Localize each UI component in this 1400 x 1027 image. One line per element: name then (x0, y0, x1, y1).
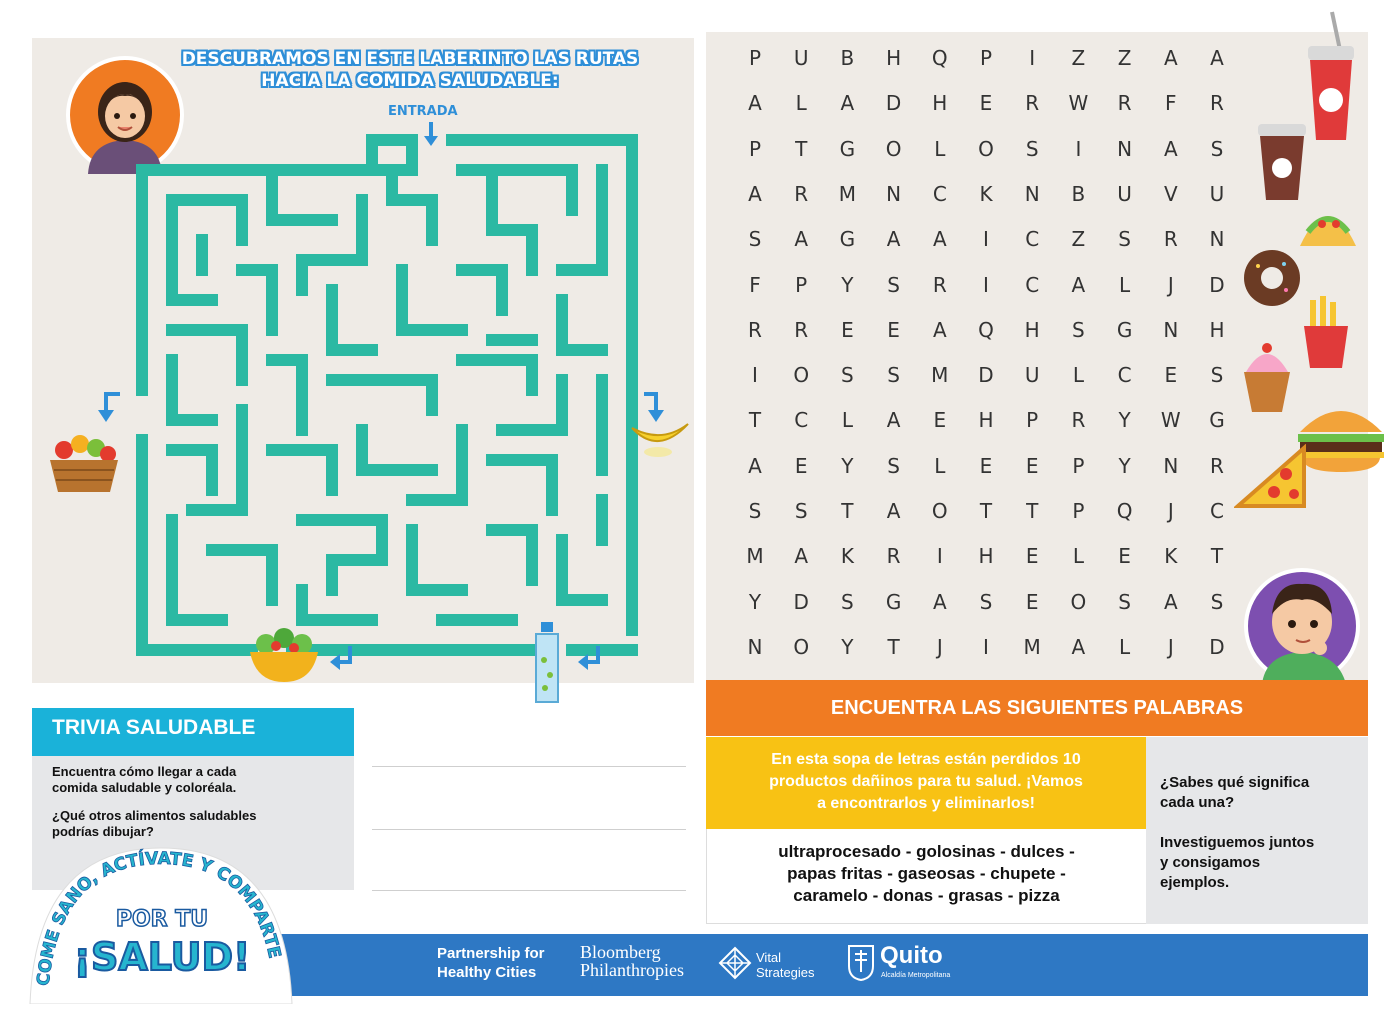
word-search-letter[interactable]: N (1163, 453, 1179, 478)
word-search-letter[interactable]: E (1164, 363, 1178, 388)
word-search-letter[interactable]: I (983, 272, 989, 297)
badge-line1: POR TU (115, 907, 209, 932)
word-search-letter[interactable]: Y (841, 272, 854, 297)
burger-icon (1294, 396, 1388, 480)
word-search-letter[interactable]: D (793, 589, 809, 614)
word-search-letter[interactable]: S (1072, 317, 1085, 342)
word-search-letter[interactable]: C (1210, 499, 1224, 523)
word-search-letter[interactable]: S (841, 589, 854, 614)
word-search-letter[interactable]: U (1209, 181, 1225, 206)
bowl-arrow-icon (328, 644, 356, 678)
word-search-letter[interactable]: S (1210, 363, 1224, 388)
word-search-letter[interactable]: R (1071, 408, 1086, 433)
word-search-letter[interactable]: P (748, 46, 762, 70)
word-search-letter[interactable]: U (1024, 363, 1040, 388)
word-search-letter[interactable]: H (978, 408, 994, 433)
word-search-letter[interactable]: S (1118, 227, 1131, 252)
word-search-letter[interactable]: S (748, 227, 762, 252)
word-search-letter[interactable]: T (887, 634, 900, 659)
word-search-letter[interactable]: T (841, 499, 854, 523)
word-search-letter[interactable]: S (887, 453, 900, 478)
suggestion-line: ejemplos. (1160, 874, 1230, 891)
word-search-letter[interactable]: R (932, 272, 947, 297)
word-search-letter[interactable]: F (749, 272, 761, 297)
question-line: ¿Sabes qué significa (1160, 774, 1310, 791)
word-search-letter[interactable]: A (886, 408, 901, 433)
word-search-letter[interactable]: P (748, 136, 762, 161)
water-bottle-icon (530, 620, 564, 710)
word-search-letter[interactable]: S (748, 499, 762, 523)
word-search-letter[interactable]: W (1068, 91, 1089, 116)
word-search-letter[interactable]: G (839, 227, 856, 252)
word-search-letter[interactable]: R (1163, 227, 1178, 252)
word-search-letter[interactable]: J (1167, 272, 1174, 297)
word-search-letter[interactable]: I (1029, 46, 1036, 70)
word-list-line: papas fritas - gaseosas - chupete - (787, 864, 1066, 883)
word-search-letter[interactable]: S (887, 363, 900, 388)
maze-title-text: DESCUBRAMOS EN ESTE LABERINTO LAS RUTAS HACIA LA COMIDA SALUDABLE: (181, 49, 639, 91)
vital-line: Strategies (756, 965, 815, 980)
word-search-letter[interactable]: B (1071, 181, 1086, 206)
word-search-letter[interactable]: A (794, 227, 809, 252)
word-search-letter[interactable]: K (1164, 544, 1178, 569)
word-search-letter[interactable]: A (1071, 272, 1086, 297)
maze-title (150, 48, 670, 92)
word-search-letter[interactable]: I (1075, 136, 1082, 161)
suggestion-line: y consigamos (1160, 854, 1261, 871)
maze[interactable] (132, 130, 642, 658)
word-search-letter[interactable]: D (978, 363, 994, 388)
word-search-letter[interactable]: O (793, 363, 810, 388)
word-search-letter[interactable]: Q (931, 46, 948, 70)
bloomberg-line: Bloomberg (580, 942, 661, 962)
word-search-letter[interactable]: C (932, 181, 947, 206)
word-search-letter[interactable]: H (932, 91, 948, 116)
word-search-letter[interactable]: A (748, 181, 762, 206)
word-search-letter[interactable]: E (841, 317, 854, 342)
word-search-letter[interactable]: M (746, 544, 764, 569)
word-list (706, 829, 1146, 924)
word-search-letter[interactable]: A (840, 91, 855, 116)
word-search-letter[interactable]: U (1117, 181, 1132, 206)
word-search-letter[interactable]: N (1024, 181, 1040, 206)
word-search-letter[interactable]: E (887, 317, 900, 342)
suggestion-line: Investiguemos juntos (1160, 834, 1315, 851)
badge-line2: ¡SALUD! (73, 935, 251, 979)
word-search-letter[interactable]: C (1025, 227, 1040, 252)
word-search-letter[interactable]: E (1025, 544, 1039, 569)
word-search-letter[interactable]: G (839, 136, 856, 161)
donut-icon (1240, 246, 1304, 314)
partnership-logo (437, 944, 545, 982)
vital-strategies-icon (718, 946, 752, 984)
word-search-letter[interactable]: E (979, 91, 993, 116)
word-search-letter[interactable]: S (794, 499, 808, 523)
word-search-letter[interactable]: Z (1071, 46, 1086, 70)
word-search-letter[interactable]: A (1071, 634, 1086, 659)
word-search-letter[interactable]: I (936, 544, 943, 569)
word-search-letter[interactable]: Y (1118, 408, 1131, 433)
fries-icon (1300, 296, 1352, 374)
word-search-letter[interactable]: M (931, 363, 949, 388)
question-box (1146, 737, 1368, 924)
word-search-letter[interactable]: K (840, 544, 854, 569)
word-search-letter[interactable]: O (1070, 589, 1087, 614)
cupcake-icon (1238, 336, 1296, 420)
word-search-letter[interactable]: A (932, 317, 947, 342)
find-words-intro (706, 737, 1146, 829)
word-search-letter[interactable]: R (794, 181, 809, 206)
word-search-letter[interactable]: H (1209, 317, 1225, 342)
word-search-letter[interactable]: S (887, 272, 900, 297)
word-search-letter[interactable]: L (795, 91, 807, 116)
bloomberg-line: Philanthropies (580, 960, 684, 980)
word-search-letter[interactable]: N (886, 181, 902, 206)
word-search-letter[interactable]: T (748, 408, 762, 433)
word-search-letter[interactable]: N (1163, 317, 1179, 342)
word-search-letter[interactable]: G (885, 589, 902, 614)
entrance-label: ENTRADA (388, 104, 458, 119)
word-search-letter[interactable]: S (1210, 136, 1224, 161)
word-search-letter[interactable]: N (747, 634, 763, 659)
word-search-letter[interactable]: A (1163, 589, 1178, 614)
word-search-letter[interactable]: F (1165, 91, 1177, 116)
word-search-letter[interactable]: R (748, 317, 762, 342)
word-search-letter[interactable]: M (1023, 634, 1041, 659)
find-words-header: ENCUENTRA LAS SIGUIENTES PALABRAS (706, 680, 1368, 736)
word-search-letter[interactable]: Q (1116, 499, 1133, 523)
word-search-letter[interactable]: K (979, 181, 993, 206)
word-search-letter[interactable]: T (1210, 544, 1224, 569)
word-search-letter[interactable]: A (748, 91, 762, 116)
word-search-letter[interactable]: R (1210, 91, 1224, 116)
word-search-letter[interactable]: E (933, 408, 947, 433)
intro-line: a encontrarlos y eliminarlos! (817, 795, 1035, 812)
vital-strategies-logo (756, 950, 815, 980)
fruit-basket-icon (44, 428, 124, 500)
word-search-letter[interactable]: C (1117, 363, 1132, 388)
partnership-line: Partnership for (437, 945, 545, 962)
word-search-letter[interactable]: Z (1117, 46, 1132, 70)
answer-line[interactable] (372, 766, 686, 767)
word-search-letter[interactable]: I (983, 227, 989, 252)
quito-subtitle: Alcaldía Metropolitana (881, 972, 951, 979)
word-search-letter[interactable]: H (1024, 317, 1040, 342)
word-search-letter[interactable]: E (979, 453, 993, 478)
word-search-letter[interactable]: A (1163, 136, 1178, 161)
taco-icon (1296, 196, 1360, 260)
boy-avatar (1236, 566, 1362, 684)
badge-arc-text: COME SANO, ACTÍVATE Y COMPARTE (33, 848, 285, 987)
word-search-letter[interactable]: P (1026, 408, 1039, 433)
word-search-letter[interactable]: R (1117, 91, 1132, 116)
word-search-letter[interactable]: Y (748, 589, 762, 614)
word-search-letter[interactable]: Q (978, 317, 994, 342)
quito-logo: Quito (880, 942, 943, 969)
coffee-cup-icon (1254, 120, 1310, 208)
word-search-letter[interactable]: N (1117, 136, 1133, 161)
word-search-letter[interactable]: H (978, 544, 994, 569)
trivia-line: podrías dibujar? (52, 824, 154, 839)
word-list-line: caramelo - donas - grasas - pizza (793, 886, 1060, 905)
word-search-letter[interactable]: G (1116, 317, 1133, 342)
answer-line[interactable] (372, 890, 686, 891)
intro-line: En esta sopa de letras están perdidos 10 (771, 751, 1081, 768)
word-search-letter[interactable]: J (1167, 634, 1174, 659)
word-search-letter[interactable]: O (978, 136, 994, 161)
right-arrow-icon (640, 390, 670, 428)
question-line: cada una? (1160, 794, 1235, 811)
word-search-letter[interactable]: E (1025, 453, 1039, 478)
word-search-letter[interactable]: E (1025, 589, 1039, 614)
word-search-letter[interactable]: O (885, 136, 902, 161)
word-search-letter[interactable]: I (983, 634, 989, 659)
bloomberg-logo (580, 943, 684, 979)
word-search-letter[interactable]: S (1025, 136, 1039, 161)
word-search-letter[interactable]: L (1072, 544, 1084, 569)
trivia-line: Encuentra cómo llegar a cada (52, 764, 237, 779)
word-search-letter[interactable]: C (1025, 272, 1040, 297)
word-search-letter[interactable]: T (979, 499, 993, 523)
word-search-letter[interactable]: A (794, 544, 809, 569)
quito-crest-icon (846, 942, 876, 986)
word-search-letter[interactable]: N (1209, 227, 1225, 252)
trivia-title: TRIVIA SALUDABLE (52, 716, 256, 739)
word-search-letter[interactable]: Y (1118, 453, 1131, 478)
trivia-line: ¿Qué otros alimentos saludables (52, 808, 257, 823)
word-search-letter[interactable]: L (934, 136, 946, 161)
bottle-arrow-icon (576, 644, 604, 678)
word-search-letter[interactable]: Y (841, 453, 854, 478)
word-search-letter[interactable]: P (795, 272, 808, 297)
word-search-letter[interactable]: T (1026, 499, 1039, 523)
word-search-letter[interactable]: S (979, 589, 993, 614)
word-search-letter[interactable]: O (931, 499, 948, 523)
word-search-letter[interactable]: A (748, 453, 762, 478)
word-search-letter[interactable]: P (1072, 499, 1085, 523)
word-search-letter[interactable]: P (1072, 453, 1085, 478)
word-search-letter[interactable]: J (1167, 499, 1174, 523)
trivia-line: comida saludable y coloréala. (52, 780, 237, 795)
word-search-letter[interactable]: R (794, 317, 809, 342)
word-search-letter[interactable]: W (1160, 408, 1181, 433)
word-search-letter[interactable]: H (886, 46, 902, 70)
word-search-letter[interactable]: A (1163, 46, 1178, 70)
partnership-line: Healthy Cities (437, 964, 537, 981)
word-search-letter[interactable]: L (1119, 272, 1131, 297)
word-search-letter[interactable]: T (795, 136, 808, 161)
word-search-letter[interactable]: L (1119, 634, 1131, 659)
por-tu-salud-badge (26, 844, 296, 1004)
word-search-letter[interactable]: R (1210, 453, 1224, 478)
intro-line: productos dañinos para tu salud. ¡Vamos (769, 773, 1083, 790)
word-search-letter[interactable]: I (752, 363, 758, 388)
word-search-letter[interactable]: S (1118, 589, 1131, 614)
word-search-letter[interactable]: V (1163, 181, 1178, 206)
answer-line[interactable] (372, 829, 686, 830)
word-search-letter[interactable]: E (794, 453, 808, 478)
word-search-letter[interactable]: Z (1071, 227, 1086, 252)
word-search-letter[interactable]: M (838, 181, 857, 206)
word-search-letter[interactable]: L (934, 453, 946, 478)
word-search-letter[interactable]: L (841, 408, 853, 433)
word-search-letter[interactable]: P (979, 46, 993, 70)
word-search-letter[interactable]: E (1118, 544, 1131, 569)
word-search-grid[interactable] (740, 46, 1230, 666)
word-search-letter[interactable]: S (841, 363, 854, 388)
word-search-letter[interactable]: C (794, 408, 809, 433)
word-search-letter[interactable]: A (932, 589, 947, 614)
word-search-letter[interactable]: D (885, 91, 902, 116)
word-search-letter[interactable]: G (1209, 408, 1225, 433)
salad-bowl-icon (246, 624, 322, 688)
word-search-letter[interactable]: L (1072, 363, 1084, 388)
word-search-letter[interactable]: O (793, 634, 810, 659)
word-search-letter[interactable]: A (886, 499, 901, 523)
word-search-letter[interactable]: R (886, 544, 901, 569)
word-list-line: ultraprocesado - golosinas - dulces - (778, 842, 1075, 861)
word-search-letter[interactable]: D (1209, 272, 1225, 297)
word-search-letter[interactable]: D (1209, 634, 1225, 659)
word-search-letter[interactable]: A (1210, 46, 1224, 70)
word-search-letter[interactable]: A (932, 227, 947, 252)
word-search-letter[interactable]: J (936, 634, 943, 659)
word-search-letter[interactable]: R (1025, 91, 1040, 116)
word-search-letter[interactable]: A (886, 227, 901, 252)
word-search-letter[interactable]: B (840, 46, 855, 70)
word-search-letter[interactable]: U (793, 46, 809, 70)
word-search-letter[interactable]: S (1210, 589, 1224, 614)
vital-line: Vital (756, 950, 782, 965)
soda-cup-icon (1302, 10, 1360, 148)
word-search-letter[interactable]: Y (841, 634, 854, 659)
pizza-slice-icon (1234, 444, 1308, 518)
left-arrow-icon (94, 390, 124, 428)
